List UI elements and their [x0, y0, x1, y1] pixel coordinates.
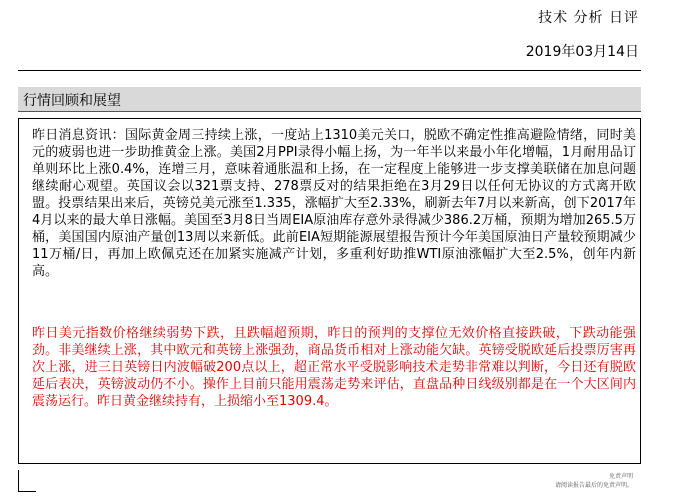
- footer-corner-mark: [18, 470, 36, 492]
- report-type: 技术 分析 日评: [538, 10, 639, 26]
- disclaimer-text: 请阅读报告最后的免责声明。: [554, 482, 633, 489]
- report-date: 2019年03月14日: [525, 44, 639, 60]
- header-divider: [18, 70, 641, 71]
- technical-analysis-paragraph: 昨日美元指数价格继续弱势下跌，且跌幅超预期，昨日的预判的支撑位无效价格直接跌破，下跌动能强劲。非美继续上涨，其中欧元和英镑上涨强劲，商品货币相对上涨动能欠缺。英镑受脱欧延后投票厉害再次上涨，进三日英镑日内波幅破200点以上，超正常水平受脱影响技术走势非常难以判断，今日还有脱欧延后表决，英镑波动仍不小。操作上目前只能用震荡走势来评估，直盘品种日线级别都是在一个大区间内震荡运行。昨日黄金继续持有，上损缩小至1309.4。: [32, 326, 636, 409]
- disclaimer-title: 免责声明: [608, 473, 633, 480]
- market-news-paragraph: 昨日消息资讯：国际黄金周三持续上涨，一度站上1310美元关口，脱欧不确定性推高避险情绪，同时美元的疲弱也进一步助推黄金上涨。美国2月PPI录得小幅上扬，为一年半以来最小年化增幅，1月耐用品订单则环比上涨0.4%，连增三月，意味着通胀温和上扬，在一定程度上能够进一步支撑美联储在加息问题继续耐心观望。英国议会以321票支持、278票反对的结果拒绝在3月29日以任何无协议的方式离开欧盟。投票结果出来后，英镑兑美元涨至1.335，涨幅扩大至2.33%，刷新去年7月以来新高，创下2017年4月以来的最大单日涨幅。美国至3月8日当周EIA原油库存意外录得减少386.2万桶，预期为增加265.5万桶，美国国内原油产量创13周以来新低。此前EIA短期能源展望报告预计今年美国原油日产量较预期减少11万桶/日，再加上欧佩克还在加紧实施减产计划，多重利好助推WTI原油涨幅扩大至2.5%，创年内新高。: [32, 128, 636, 279]
- section-title: 行情回顾和展望: [23, 93, 121, 109]
- disclaimer: [555, 472, 633, 490]
- section-header-bar: [18, 87, 641, 112]
- content-box: [18, 118, 641, 464]
